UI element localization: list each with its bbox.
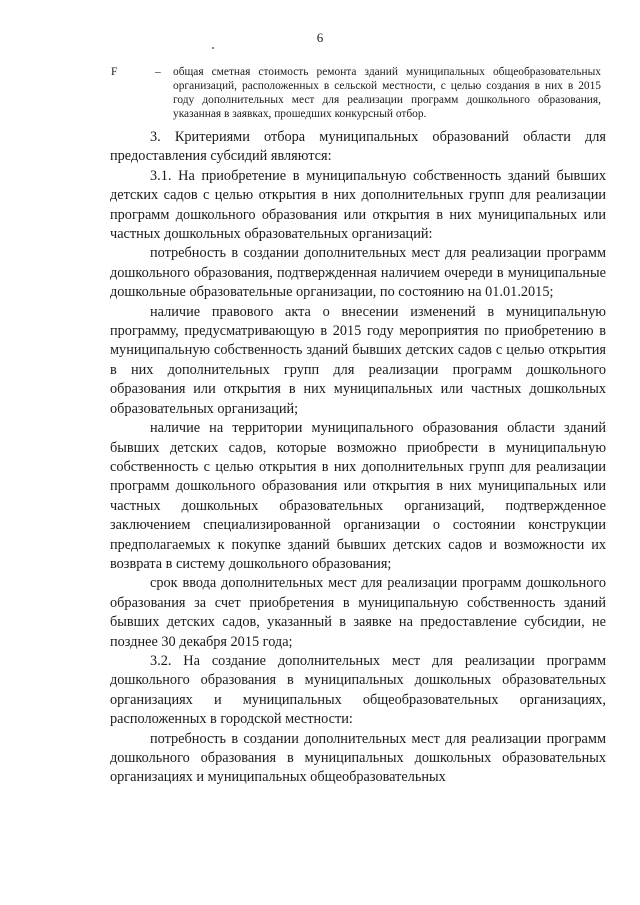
formula-legend <box>111 65 601 121</box>
paragraph-legal-act: наличие правового акта о внесении изменений в муниципальную программу, предусматривающую в 2015 году мероприятия по приобретению в муниципальную собственность зданий бывших детских садов с целью открытия в них дополнительных групп для реализации программ дошкольного образования или открытия в них муниципальных или частных дошкольных образовательных организаций; <box>110 303 606 417</box>
legend-symbol: F <box>111 66 118 78</box>
scan-speck <box>212 47 214 49</box>
paragraph-buildings: наличие на территории муниципального образования области зданий бывших детских садов, которые возможно приобрести в муниципальную собственность с целью открытия в них дополнительных групп для реализации программ дошкольного образования или открытия в них муниципальных или частных дошкольных образовательных организаций, подтвержденное заключением специализированной организации о состоянии конструкции предполагаемых к покупке зданий бывших детских садов и возможности их возврата в систему дошкольного образования; <box>110 420 606 572</box>
paragraph-criteria-intro: 3. Критериями отбора муниципальных образований области для предоставления субсидий являются: <box>110 129 606 165</box>
page-number: 6 <box>316 30 324 45</box>
document-body <box>110 128 606 788</box>
paragraph-3-1: 3.1. На приобретение в муниципальную собственность зданий бывших детских садов с целью открытия в них дополнительных групп для реализации программ дошкольного образования или открытия в них муниципальных или частных дошкольных образовательных организаций: <box>110 167 606 243</box>
paragraph-need-places: потребность в создании дополнительных мест для реализации программ дошкольного образования, подтвержденная наличием очереди в муниципальные дошкольные образовательные организации, по состоянию на 01.01.2015; <box>110 245 606 301</box>
paragraph-deadline: срок ввода дополнительных мест для реализации программ дошкольного образования за счет приобретения в муниципальную собственность зданий бывших детских садов, указанный в заявке на предоставление субсидии, не позднее 30 декабря 2015 года; <box>110 575 606 650</box>
paragraph-3-2: 3.2. На создание дополнительных мест для реализации программ дошкольного образования в муниципальных дошкольных образовательных организациях и муниципальных общеобразовательных организациях, расположенных в городской местности: <box>110 652 606 728</box>
legend-dash: – <box>155 66 161 78</box>
paragraph-need-places-urban: потребность в создании дополнительных мест для реализации программ дошкольного образования в муниципальных дошкольных образовательных организациях и муниципальных общеобразовательных <box>110 730 606 786</box>
legend-text: общая сметная стоимость ремонта зданий муниципальных общеобразовательных организаций, расположенных в сельской местности, с целью создания в них в 2015 году дополнительных мест для реализации программ дошкольного образования, указанная в заявках, прошедших конкурсный отбор. <box>173 66 601 120</box>
